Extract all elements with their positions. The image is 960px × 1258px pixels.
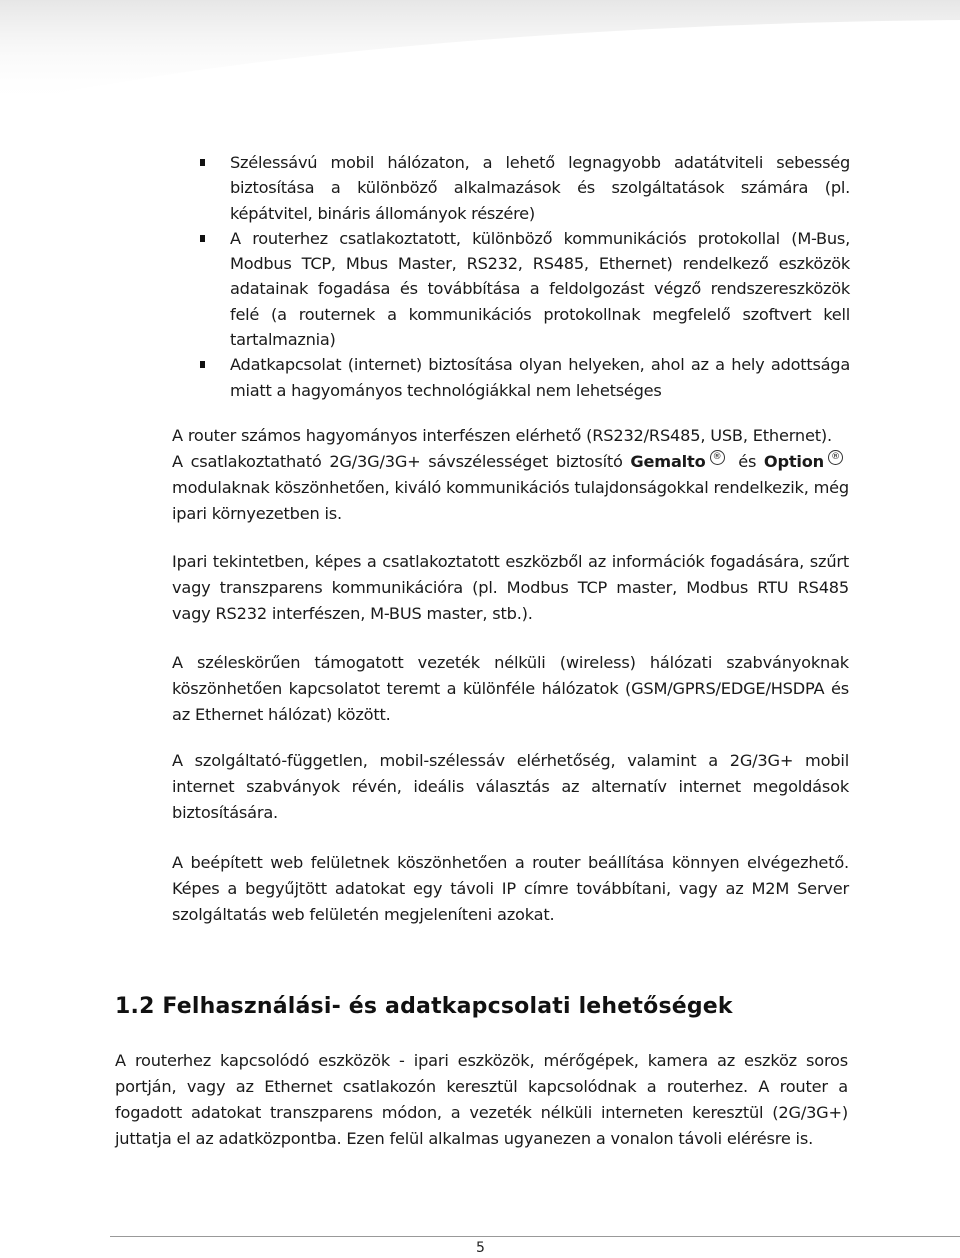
paragraph-text: és <box>730 452 764 471</box>
brand-gemalto: Gemalto <box>630 452 706 471</box>
paragraph-wireless: A széleskörűen támogatott vezeték nélküli (wireless) hálózati szabványoknak köszönhetően kapcsolatot teremt a különféle hálózatok (GSM/GPRS/EDGE/HSDPA és az Ethernet hálózat) között. <box>172 653 849 724</box>
list-item <box>200 352 850 403</box>
paragraph-line: A router számos hagyományos interfészen elérhető (RS232/RS485, USB, Ethernet). <box>172 426 832 445</box>
list-item <box>200 150 850 226</box>
paragraph-text: modulaknak köszönhetően, kiváló kommunikációs tulajdonságokkal rendelkezik, még ipari környezetben is. <box>172 478 849 523</box>
bullet-list <box>200 150 850 403</box>
page-curl-shadow <box>0 0 960 120</box>
paragraph-text: A csatlakoztatható 2G/3G/3G+ sávszélességet biztosító <box>172 452 631 471</box>
list-item-text: Adatkapcsolat (internet) biztosítása olyan helyeken, ahol az a hely adottsága miatt a hagyományos technológiákkal nem lehetséges <box>230 355 850 400</box>
registered-mark-icon: ® <box>828 450 843 465</box>
paragraph-interfaces <box>172 423 849 527</box>
paragraph-industrial: Ipari tekintetben, képes a csatlakoztatott eszközből az információk fogadására, szűrt vagy transzparens kommunikációra (pl. Modbus TCP master, Modbus RTU RS485 vagy RS232 interfészen, M-BUS master, stb.). <box>172 552 849 623</box>
list-item-text: Szélessávú mobil hálózaton, a lehető legnagyobb adatátviteli sebesség biztosítása a különböző alkalmazások és szolgáltatások számára (pl. képátvitel, bináris állományok részére) <box>230 153 850 223</box>
list-item-text: A routerhez csatlakoztatott, különböző kommunikációs protokollal (M-Bus, Modbus TCP, Mbus Master, RS232, RS485, Ethernet) rendelkező eszközök adatainak fogadása és továbbítása a feldolgozást végző rendszereszközök felé (a routernek a kommunikációs protokollnak megfelelő szoftvert kell tartalmaznia) <box>230 228 850 350</box>
square-bullet-icon <box>200 159 205 166</box>
section-paragraph: A routerhez kapcsolódó eszközök - ipari eszközök, mérőgépek, kamera az eszköz soros portján, vagy az Ethernet csatlakozón keresztül kapcsolódnak a routerhez. A router a fogadott adatokat transzparens módon, a vezeték nélküli interneten keresztül (2G/3G+) juttatja el az adatközpontba. Ezen felül alkalmas ugyanezen a vonalon távoli elérésre is. <box>115 1051 848 1148</box>
section-heading: 1.2 Felhasználási- és adatkapcsolati lehetőségek <box>115 994 733 1019</box>
square-bullet-icon <box>200 235 205 242</box>
paragraph-provider: A szolgáltató-független, mobil-szélessáv elérhetőség, valamint a 2G/3G+ mobil internet szabványok révén, ideális választás az alternatív internet megoldások biztosítására. <box>172 751 849 822</box>
brand-option: Option <box>763 452 824 471</box>
registered-mark-icon: ® <box>710 450 725 465</box>
page-number: 5 <box>476 1240 485 1256</box>
footer-divider <box>110 1236 960 1237</box>
square-bullet-icon <box>200 361 205 368</box>
paragraph-web-interface: A beépített web felületnek köszönhetően a router beállítása könnyen elvégezhető. Képes a begyűjtött adatokat egy távoli IP címre továbbítani, vagy az M2M Server szolgáltatás web felületén megjeleníteni azokat. <box>172 853 849 924</box>
list-item <box>200 226 850 352</box>
